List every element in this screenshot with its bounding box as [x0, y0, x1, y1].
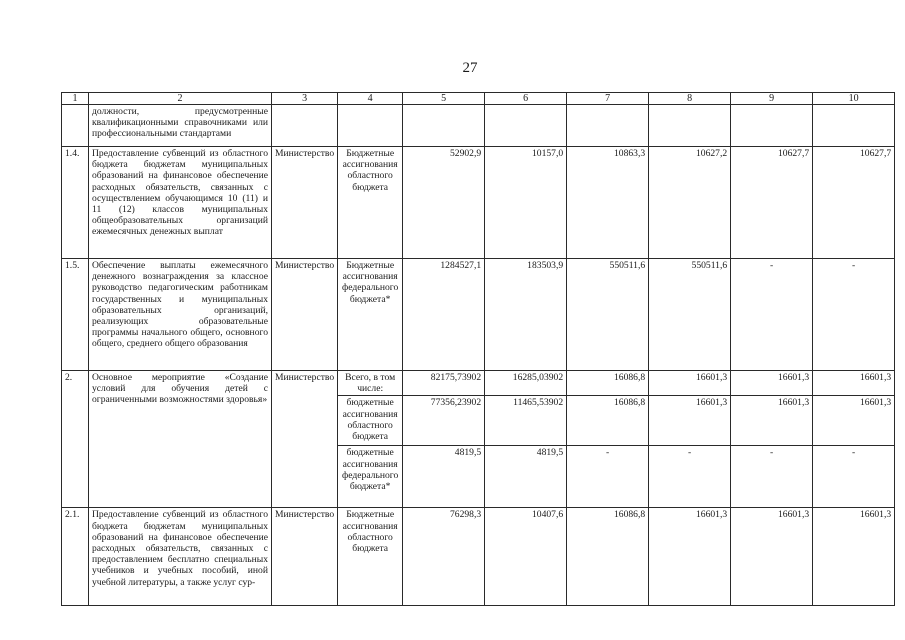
col-header-4: 4 [338, 93, 403, 105]
row-value-9: 16601,3 [731, 508, 813, 606]
row-value-9: - [731, 259, 813, 371]
row-value [403, 105, 485, 147]
row-source: Бюджетные ассигнования федерального бюджета* [338, 259, 403, 371]
row-value-6: 16285,03902 [485, 371, 567, 396]
row-value [813, 105, 895, 147]
row-value-5: 4819,5 [403, 446, 485, 508]
row-value [567, 105, 649, 147]
row-value-9: - [731, 446, 813, 508]
col-header-1: 1 [62, 93, 89, 105]
row-value-8: 16601,3 [649, 396, 731, 446]
col-header-9: 9 [731, 93, 813, 105]
row-source: бюджетные ассигнования областного бюджета [338, 396, 403, 446]
row-value-5: 76298,3 [403, 508, 485, 606]
row-value-7: 16086,8 [567, 508, 649, 606]
row-value-5: 82175,73902 [403, 371, 485, 396]
row-value-10: 16601,3 [813, 371, 895, 396]
header-row [62, 93, 895, 105]
row-description: должности, предусмотренные квалификационными справочниками или профессиональными стандартами [89, 105, 272, 147]
row-value-6: 10407,6 [485, 508, 567, 606]
row-value-7: 10863,3 [567, 147, 649, 259]
table-row-1-5 [62, 259, 895, 371]
col-header-10: 10 [813, 93, 895, 105]
row-executor: Министерство [272, 147, 338, 259]
row-value-7: 16086,8 [567, 396, 649, 446]
row-description: Обеспечение выплаты ежемесячного денежного вознаграждения за классное руководство педагогическим работникам государственных и муниципальных образовательных организаций, реализующих образовательные программы начального общего, основного общего, среднего общего образования [89, 259, 272, 371]
row-value-10: - [813, 446, 895, 508]
row-source: Бюджетные ассигнования областного бюджета [338, 147, 403, 259]
row-value-9: 16601,3 [731, 396, 813, 446]
row-value-7: - [567, 446, 649, 508]
row-value [731, 105, 813, 147]
row-value-9: 10627,7 [731, 147, 813, 259]
table-row-2-1 [62, 508, 895, 606]
row-value-9: 16601,3 [731, 371, 813, 396]
row-executor: Министерство [272, 259, 338, 371]
row-number: 2. [62, 371, 89, 508]
row-value-10: 16601,3 [813, 508, 895, 606]
row-number [62, 105, 89, 147]
row-value-7: 550511,6 [567, 259, 649, 371]
row-number: 1.5. [62, 259, 89, 371]
row-value-5: 1284527,1 [403, 259, 485, 371]
row-number: 2.1. [62, 508, 89, 606]
row-source: Бюджетные ассигнования областного бюджета [338, 508, 403, 606]
row-source: Всего, в том числе: [338, 371, 403, 396]
row-executor: Министерство [272, 371, 338, 508]
row-value-10: 10627,7 [813, 147, 895, 259]
row-description: Предоставление субвенций из областного бюджета бюджетам муниципальных образований на финансовое обеспечение расходных обязательств, связанных с предоставлением бесплатно специальных учебников и учебных пособий, иной учебной литературы, а также услуг сур- [89, 508, 272, 606]
col-header-2: 2 [89, 93, 272, 105]
row-value-8: 16601,3 [649, 508, 731, 606]
row-description: Предоставление субвенций из областного бюджета бюджетам муниципальных образований на финансовое обеспечение расходных обязательств, связанных с осуществлением обучающимся 10 (11) и 11 (12) классов муниципальных общеобразовательных организаций ежемесячных денежных выплат [89, 147, 272, 259]
row-value [485, 105, 567, 147]
table-row-2 [62, 371, 895, 396]
col-header-6: 6 [485, 93, 567, 105]
row-value-6: 10157,0 [485, 147, 567, 259]
row-value-8: 16601,3 [649, 371, 731, 396]
budget-table [61, 92, 895, 606]
row-source: бюджетные ассигнования федерального бюджета* [338, 446, 403, 508]
row-value-8: - [649, 446, 731, 508]
table-row-1-4 [62, 147, 895, 259]
table-row-continuation [62, 105, 895, 147]
row-value-8: 10627,2 [649, 147, 731, 259]
row-executor: Министерство [272, 508, 338, 606]
row-value-8: 550511,6 [649, 259, 731, 371]
row-value-6: 11465,53902 [485, 396, 567, 446]
row-value [649, 105, 731, 147]
row-value-10: 16601,3 [813, 396, 895, 446]
row-description: Основное мероприятие «Создание условий для обучения детей с ограниченными возможностями здоровья» [89, 371, 272, 508]
row-value-10: - [813, 259, 895, 371]
row-executor [272, 105, 338, 147]
row-value-6: 4819,5 [485, 446, 567, 508]
col-header-3: 3 [272, 93, 338, 105]
col-header-8: 8 [649, 93, 731, 105]
row-value-7: 16086,8 [567, 371, 649, 396]
row-value-5: 77356,23902 [403, 396, 485, 446]
row-source [338, 105, 403, 147]
col-header-7: 7 [567, 93, 649, 105]
col-header-5: 5 [403, 93, 485, 105]
page-number: 27 [462, 60, 478, 76]
row-value-6: 183503,9 [485, 259, 567, 371]
row-number: 1.4. [62, 147, 89, 259]
row-value-5: 52902,9 [403, 147, 485, 259]
